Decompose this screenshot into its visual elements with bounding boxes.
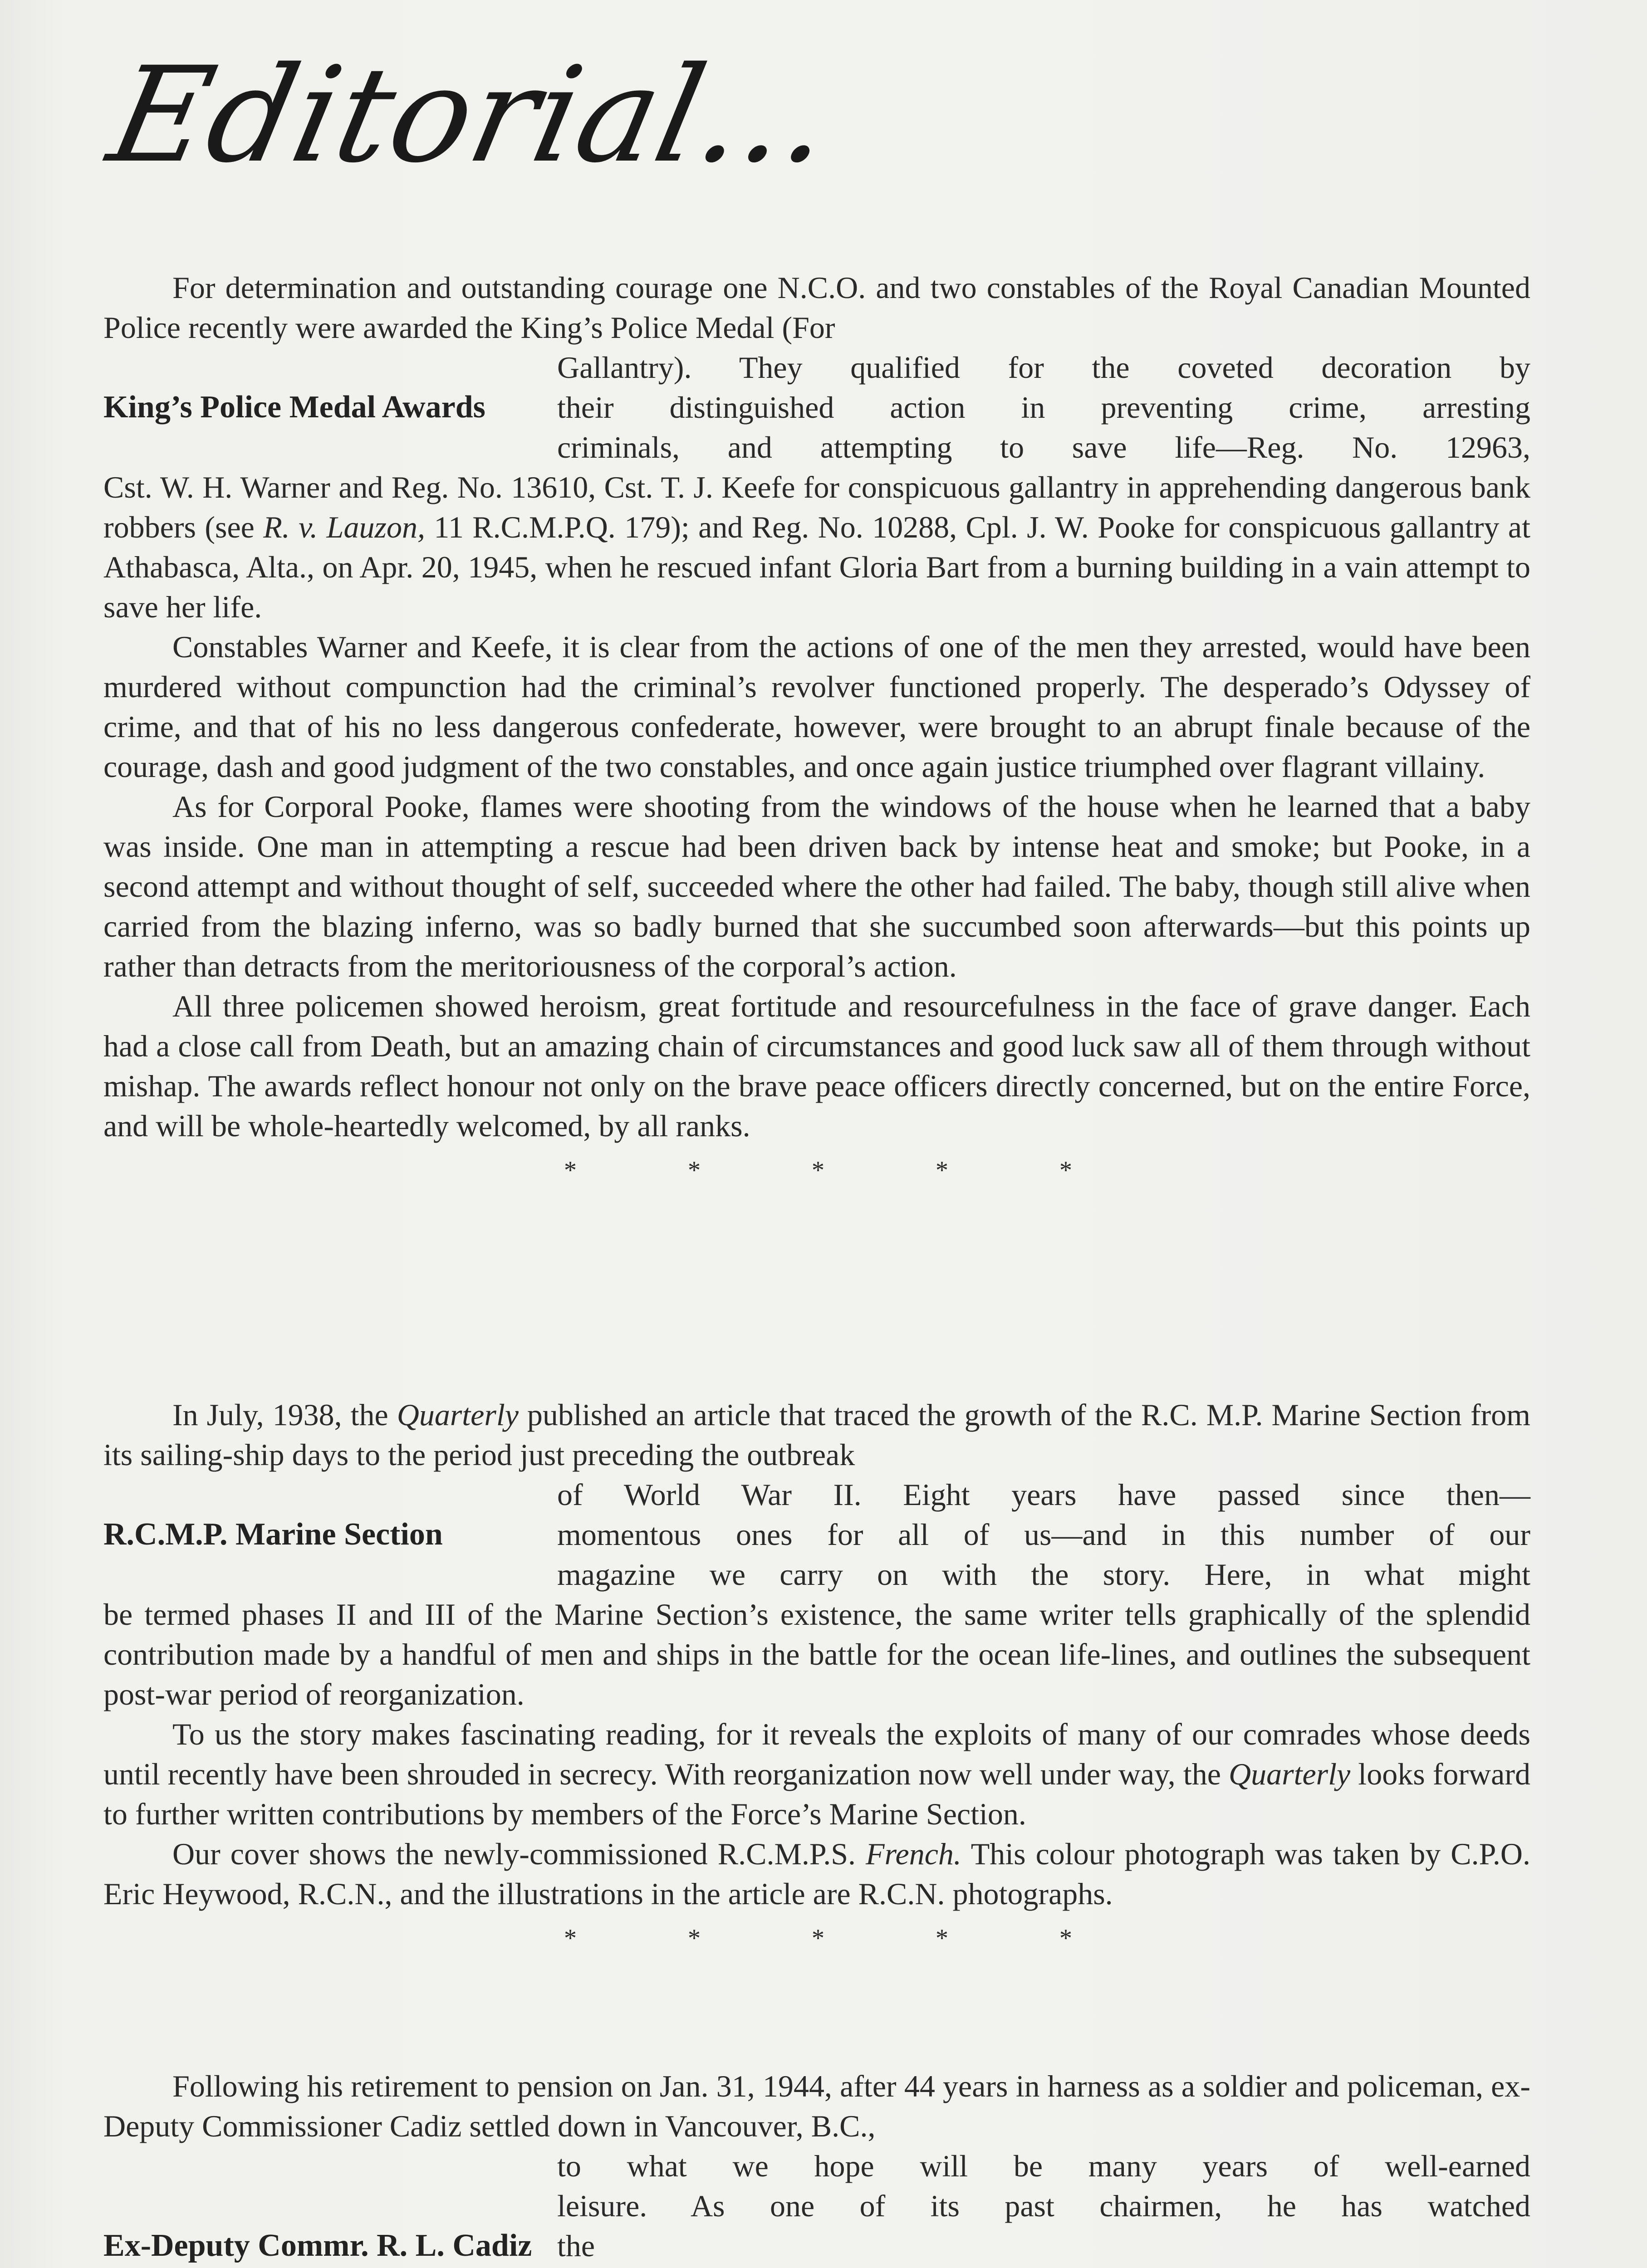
text-run: 11 R.C.M.P.Q. 179); and Reg. No. 10288, Cpl. J. W. Pooke for conspicuous gallantry at Athabasca, Alta., on Apr. 20, 1945, when he rescued infant Gloria Bart from a burning building in a vain attempt to save her life. — [103, 510, 1531, 624]
asterisk: * — [936, 1156, 948, 1184]
side-line: to what we hope will be many years of well-earned — [557, 2149, 1530, 2183]
paragraph — [103, 1395, 1530, 1475]
asterisk: * — [812, 1924, 824, 1952]
asterisk: * — [688, 1156, 701, 1184]
case-citation: R. v. Lauzon, — [263, 510, 425, 544]
side-line: of World War II. Eight years have passed since then— — [557, 1477, 1530, 1512]
side-line: momentous ones for all of us—and in this number of our — [557, 1517, 1530, 1552]
text-run: the — [557, 2229, 595, 2263]
section-separator — [564, 1918, 1072, 1958]
publication-name: Quarterly — [1229, 1757, 1351, 1791]
page-title: Editorial... — [98, 39, 847, 192]
side-text — [557, 347, 1530, 467]
text-run: To us the story makes fascinating reading, for it reveals the exploits of many of our comrades whose deeds until recently have been shrouded in secrecy. With reorganization now well under way, the — [103, 1717, 1530, 1791]
paragraph: be termed phases II and III of the Marine Section’s existence, the same writer tells graphically of the splendid contribution made by a handful of men and ships in the battle for the ocean life-lines, and outlines the subsequent post-war period of reorganization. — [103, 1597, 1530, 1711]
paragraph: All three policemen showed heroism, great fortitude and resourcefulness in the face of grave danger. Each had a close call from Death, but an amazing chain of circumstances and good luck saw all of them through without mishap. The awards reflect honour not only on the brave peace officers directly concerned, but on the entire Force, and will be whole-heartedly welcomed, by all ranks. — [103, 989, 1530, 1143]
asterisk: * — [812, 1156, 824, 1184]
asterisk: * — [688, 1924, 701, 1952]
side-line: leisure. As one of its past chairmen, he has watched — [557, 2189, 1530, 2223]
paragraph: For determination and outstanding courage one N.C.O. and two constables of the Royal Canadian Mounted Police recently were awarded the King’s Police Medal (For — [103, 270, 1530, 345]
text-run: In July, 1938, the — [172, 1398, 397, 1432]
paragraph — [103, 467, 1530, 627]
paragraph: Constables Warner and Keefe, it is clear from the actions of one of the men they arrested, would have been murdered without compunction had the criminal’s revolver functioned properly. The desperado’s Odyssey of crime, and that of his no less dangerous confederate, however, were brought to an abrupt finale because of the courage, dash and good judgment of the two constables, and once again justice triumphed over flagrant villainy. — [103, 630, 1530, 784]
asterisk: * — [1059, 1156, 1072, 1184]
text-run: This colour photograph was taken by C.P.O. Eric Heywood, R.C.N., and the illustrations in the article are R.C.N. photographs. — [103, 1837, 1530, 1911]
asterisk: * — [1059, 1924, 1072, 1952]
side-text — [557, 2146, 1530, 2268]
text-run: Our cover shows the newly-commissioned R.C.M.P.S. — [172, 1837, 866, 1871]
paragraph — [103, 1834, 1530, 1914]
side-heading: R.C.M.P. Marine Section — [103, 1517, 443, 1552]
section-cadiz — [103, 2066, 1530, 2268]
side-text — [557, 1475, 1530, 1594]
text-run: Cst. W. H. Warner and Reg. No. 13610, Cst. T. J. Keefe for conspicuous gallantry in apprehending dangerous bank robbers (see — [103, 470, 1530, 544]
section-marine-section — [103, 1395, 1530, 1963]
paragraph: Following his retirement to pension on Jan. 31, 1944, after 44 years in harness as a soldier and policeman, ex-Deputy Commissioner Cadiz settled down in Vancouver, B.C., — [103, 2069, 1530, 2143]
text-run: published an article that traced the growth of the R.C. M.P. Marine Section from its sailing-ship days to the period just preceding the outbreak — [103, 1398, 1530, 1472]
asterisk: * — [936, 1924, 948, 1952]
section-separator — [564, 1150, 1072, 1190]
side-heading-row — [103, 1475, 1530, 1594]
side-heading-row — [103, 347, 1530, 467]
text-run: looks forward to further written contributions by members of the Force’s Marine Section. — [103, 1757, 1530, 1831]
paragraph: As for Corporal Pooke, flames were shooting from the windows of the house when he learned that a baby was inside. One man in attempting a rescue had been driven back by intense heat and smoke; but Pooke, in a second attempt and without thought of self, succeeded where the other had failed. The baby, though still alive when carried from the blazing inferno, was so badly burned that she succumbed soon afterwards—but this points up rather than detracts from the meritoriousness of the corporal’s action. — [103, 789, 1530, 983]
side-line: criminals, and attempting to save life—Reg. No. 12963, — [557, 430, 1530, 464]
section-kings-police-medal — [103, 268, 1530, 1195]
side-line: magazine we carry on with the story. Here, in what might — [557, 1557, 1530, 1592]
side-line: their distinguished action in preventing crime, arresting — [557, 390, 1530, 425]
side-line: Gallantry). They qualified for the coveted decoration by — [557, 350, 1530, 385]
paragraph — [103, 1714, 1530, 1834]
side-line — [557, 2226, 1530, 2268]
side-heading: King’s Police Medal Awards — [103, 390, 485, 425]
ship-name: French. — [866, 1837, 961, 1871]
side-heading: Ex-Deputy Commr. R. L. Cadiz — [103, 2228, 532, 2263]
side-heading-row — [103, 2146, 1530, 2268]
asterisk: * — [564, 1156, 577, 1184]
publication-name: Quarterly — [397, 1398, 519, 1432]
asterisk: * — [564, 1924, 577, 1952]
